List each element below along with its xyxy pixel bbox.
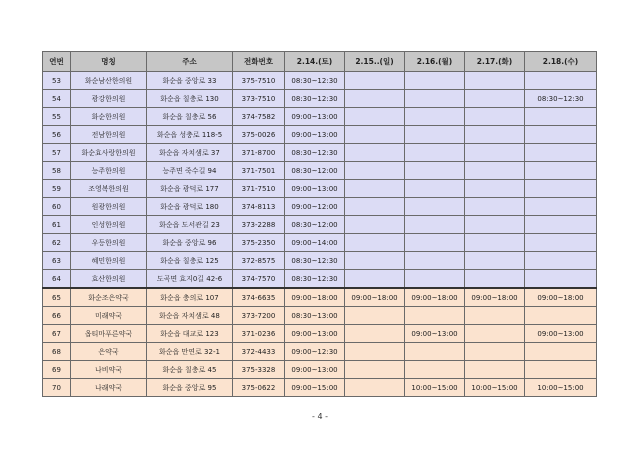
cell-no: 68: [43, 343, 71, 361]
cell-address: 화순읍 칠충로 45: [147, 361, 233, 379]
cell-date-2: [345, 144, 405, 162]
cell-no: 55: [43, 108, 71, 126]
cell-date-4: [465, 270, 525, 289]
cell-date-1: 09:00~12:30: [285, 343, 345, 361]
cell-no: 70: [43, 379, 71, 397]
table-row: [43, 90, 597, 108]
cell-date-1: 09:00~15:00: [285, 379, 345, 397]
header-phone: 전화번호: [233, 52, 285, 72]
cell-date-3: [405, 270, 465, 289]
cell-date-1: 09:00~13:00: [285, 361, 345, 379]
cell-address: 화순읍 중앙로 96: [147, 234, 233, 252]
cell-no: 59: [43, 180, 71, 198]
cell-phone: 371-8700: [233, 144, 285, 162]
cell-name: 나래약국: [71, 379, 147, 397]
cell-date-5: 10:00~15:00: [525, 379, 597, 397]
cell-no: 56: [43, 126, 71, 144]
cell-date-3: [405, 180, 465, 198]
cell-date-5: 09:00~18:00: [525, 288, 597, 307]
cell-date-4: [465, 343, 525, 361]
cell-date-4: [465, 234, 525, 252]
cell-date-3: 09:00~13:00: [405, 325, 465, 343]
cell-date-4: [465, 144, 525, 162]
cell-date-5: [525, 162, 597, 180]
cell-phone: 374-6635: [233, 288, 285, 307]
cell-address: 화순읍 자치샘로 48: [147, 307, 233, 325]
table-row: [43, 288, 597, 307]
cell-name: 화순효사랑한의원: [71, 144, 147, 162]
cell-date-5: 08:30~12:30: [525, 90, 597, 108]
cell-address: 화순읍 중앙로 33: [147, 72, 233, 90]
cell-date-5: [525, 216, 597, 234]
cell-no: 66: [43, 307, 71, 325]
cell-address: 화순읍 도서관길 23: [147, 216, 233, 234]
cell-phone: 375-7510: [233, 72, 285, 90]
cell-date-4: [465, 307, 525, 325]
cell-date-1: 08:30~12:30: [285, 90, 345, 108]
cell-date-2: [345, 90, 405, 108]
table-row: [43, 126, 597, 144]
cell-phone: 371-0236: [233, 325, 285, 343]
cell-date-2: [345, 198, 405, 216]
cell-date-3: [405, 90, 465, 108]
cell-name: 인성한의원: [71, 216, 147, 234]
cell-date-2: [345, 180, 405, 198]
cell-date-1: 08:30~12:30: [285, 270, 345, 289]
cell-date-3: [405, 72, 465, 90]
cell-phone: 374-7570: [233, 270, 285, 289]
cell-date-2: [345, 252, 405, 270]
table-row: [43, 234, 597, 252]
cell-date-3: [405, 234, 465, 252]
cell-phone: 373-7200: [233, 307, 285, 325]
cell-date-2: [345, 72, 405, 90]
cell-date-5: [525, 108, 597, 126]
cell-name: 광강한의원: [71, 90, 147, 108]
header-date-2: 2.15..(일): [345, 52, 405, 72]
cell-date-5: [525, 343, 597, 361]
cell-date-2: [345, 126, 405, 144]
table-row: [43, 252, 597, 270]
cell-date-1: 09:00~13:00: [285, 126, 345, 144]
cell-date-2: 09:00~18:00: [345, 288, 405, 307]
cell-date-2: [345, 108, 405, 126]
cell-address: 화순읍 광덕로 180: [147, 198, 233, 216]
cell-date-2: [345, 361, 405, 379]
cell-no: 63: [43, 252, 71, 270]
cell-address: 도곡면 효지0길 42-6: [147, 270, 233, 289]
cell-date-2: [345, 234, 405, 252]
cell-phone: 371-7501: [233, 162, 285, 180]
table-row: [43, 198, 597, 216]
cell-date-5: [525, 307, 597, 325]
holiday-schedule-table: [42, 51, 597, 397]
cell-date-3: [405, 361, 465, 379]
cell-date-3: [405, 252, 465, 270]
cell-phone: 374-7582: [233, 108, 285, 126]
cell-date-5: [525, 361, 597, 379]
cell-date-4: [465, 252, 525, 270]
cell-date-5: 09:00~13:00: [525, 325, 597, 343]
cell-phone: 374-8113: [233, 198, 285, 216]
cell-date-1: 09:00~13:00: [285, 325, 345, 343]
cell-no: 60: [43, 198, 71, 216]
table-row: [43, 379, 597, 397]
cell-name: 옵티마푸른약국: [71, 325, 147, 343]
header-date-1: 2.14.(토): [285, 52, 345, 72]
cell-date-2: [345, 162, 405, 180]
cell-name: 효산한의원: [71, 270, 147, 289]
cell-date-3: [405, 343, 465, 361]
cell-name: 혜민한의원: [71, 252, 147, 270]
cell-date-4: [465, 108, 525, 126]
cell-date-4: [465, 216, 525, 234]
cell-name: 전남한의원: [71, 126, 147, 144]
cell-name: 나비약국: [71, 361, 147, 379]
table-row: [43, 343, 597, 361]
header-address: 주소: [147, 52, 233, 72]
cell-date-1: 09:00~18:00: [285, 288, 345, 307]
cell-name: 화순남산한의원: [71, 72, 147, 90]
cell-address: 화순읍 중앙로 95: [147, 379, 233, 397]
cell-date-3: [405, 162, 465, 180]
header-date-3: 2.16.(월): [405, 52, 465, 72]
cell-phone: 375-3328: [233, 361, 285, 379]
table-row: [43, 270, 597, 289]
header-row: [43, 52, 597, 72]
cell-date-5: [525, 252, 597, 270]
cell-date-1: 08:30~12:00: [285, 162, 345, 180]
cell-date-5: [525, 180, 597, 198]
cell-date-1: 09:00~13:00: [285, 180, 345, 198]
cell-date-3: [405, 198, 465, 216]
header-date-5: 2.18.(수): [525, 52, 597, 72]
cell-date-5: [525, 198, 597, 216]
cell-address: 화순읍 대교로 123: [147, 325, 233, 343]
cell-date-4: [465, 72, 525, 90]
cell-date-5: [525, 234, 597, 252]
cell-date-1: 08:30~12:00: [285, 216, 345, 234]
cell-phone: 372-4433: [233, 343, 285, 361]
cell-date-2: [345, 216, 405, 234]
cell-date-2: [345, 343, 405, 361]
cell-date-3: [405, 144, 465, 162]
cell-date-4: [465, 180, 525, 198]
page-number: - 4 -: [312, 412, 328, 421]
cell-date-4: [465, 162, 525, 180]
cell-date-5: [525, 270, 597, 289]
cell-name: 화순조은약국: [71, 288, 147, 307]
cell-phone: 375-2350: [233, 234, 285, 252]
cell-date-4: [465, 361, 525, 379]
cell-name: 우등한의원: [71, 234, 147, 252]
cell-phone: 373-2288: [233, 216, 285, 234]
cell-date-1: 08:30~12:30: [285, 72, 345, 90]
cell-no: 64: [43, 270, 71, 289]
table-row: [43, 72, 597, 90]
table-row: [43, 144, 597, 162]
cell-no: 65: [43, 288, 71, 307]
cell-date-5: [525, 126, 597, 144]
cell-name: 미래약국: [71, 307, 147, 325]
cell-name: 화순한의원: [71, 108, 147, 126]
header-name: 명칭: [71, 52, 147, 72]
cell-date-1: 08:30~12:30: [285, 252, 345, 270]
cell-address: 화순읍 자치샘로 37: [147, 144, 233, 162]
cell-no: 69: [43, 361, 71, 379]
cell-date-3: [405, 108, 465, 126]
table-row: [43, 361, 597, 379]
header-no: 연번: [43, 52, 71, 72]
cell-date-5: [525, 144, 597, 162]
cell-address: 화순읍 충의로 107: [147, 288, 233, 307]
cell-no: 57: [43, 144, 71, 162]
cell-date-1: 08:30~12:30: [285, 144, 345, 162]
cell-no: 58: [43, 162, 71, 180]
cell-date-5: [525, 72, 597, 90]
cell-phone: 372-8575: [233, 252, 285, 270]
cell-date-1: 08:30~13:00: [285, 307, 345, 325]
cell-name: 원광한의원: [71, 198, 147, 216]
cell-phone: 371-7510: [233, 180, 285, 198]
cell-date-4: [465, 198, 525, 216]
table-row: [43, 180, 597, 198]
cell-date-3: 09:00~18:00: [405, 288, 465, 307]
cell-name: 조영복한의원: [71, 180, 147, 198]
cell-phone: 375-0026: [233, 126, 285, 144]
table-row: [43, 307, 597, 325]
cell-date-1: 09:00~13:00: [285, 108, 345, 126]
cell-date-3: [405, 307, 465, 325]
cell-date-2: [345, 307, 405, 325]
cell-date-3: [405, 126, 465, 144]
cell-date-2: [345, 379, 405, 397]
cell-no: 67: [43, 325, 71, 343]
cell-no: 53: [43, 72, 71, 90]
cell-date-1: 09:00~12:00: [285, 198, 345, 216]
cell-address: 화순읍 만연로 32-1: [147, 343, 233, 361]
cell-address: 화순읍 칠충로 56: [147, 108, 233, 126]
cell-address: 화순읍 칠충로 125: [147, 252, 233, 270]
cell-date-4: 10:00~15:00: [465, 379, 525, 397]
table-row: [43, 162, 597, 180]
cell-date-3: [405, 216, 465, 234]
table-row: [43, 108, 597, 126]
cell-address: 화순읍 성충로 118-5: [147, 126, 233, 144]
cell-no: 54: [43, 90, 71, 108]
cell-phone: 373-7510: [233, 90, 285, 108]
table-row: [43, 216, 597, 234]
cell-date-4: 09:00~18:00: [465, 288, 525, 307]
cell-address: 화순읍 광덕로 177: [147, 180, 233, 198]
cell-address: 화순읍 칠충로 130: [147, 90, 233, 108]
cell-date-3: 10:00~15:00: [405, 379, 465, 397]
cell-date-2: [345, 270, 405, 289]
cell-no: 61: [43, 216, 71, 234]
cell-date-4: [465, 90, 525, 108]
table-row: [43, 325, 597, 343]
cell-date-4: [465, 325, 525, 343]
header-date-4: 2.17.(화): [465, 52, 525, 72]
cell-date-4: [465, 126, 525, 144]
cell-address: 능주면 죽수길 94: [147, 162, 233, 180]
cell-no: 62: [43, 234, 71, 252]
cell-date-2: [345, 325, 405, 343]
cell-phone: 375-0622: [233, 379, 285, 397]
cell-name: 능주한의원: [71, 162, 147, 180]
cell-name: 은약국: [71, 343, 147, 361]
cell-date-1: 09:00~14:00: [285, 234, 345, 252]
